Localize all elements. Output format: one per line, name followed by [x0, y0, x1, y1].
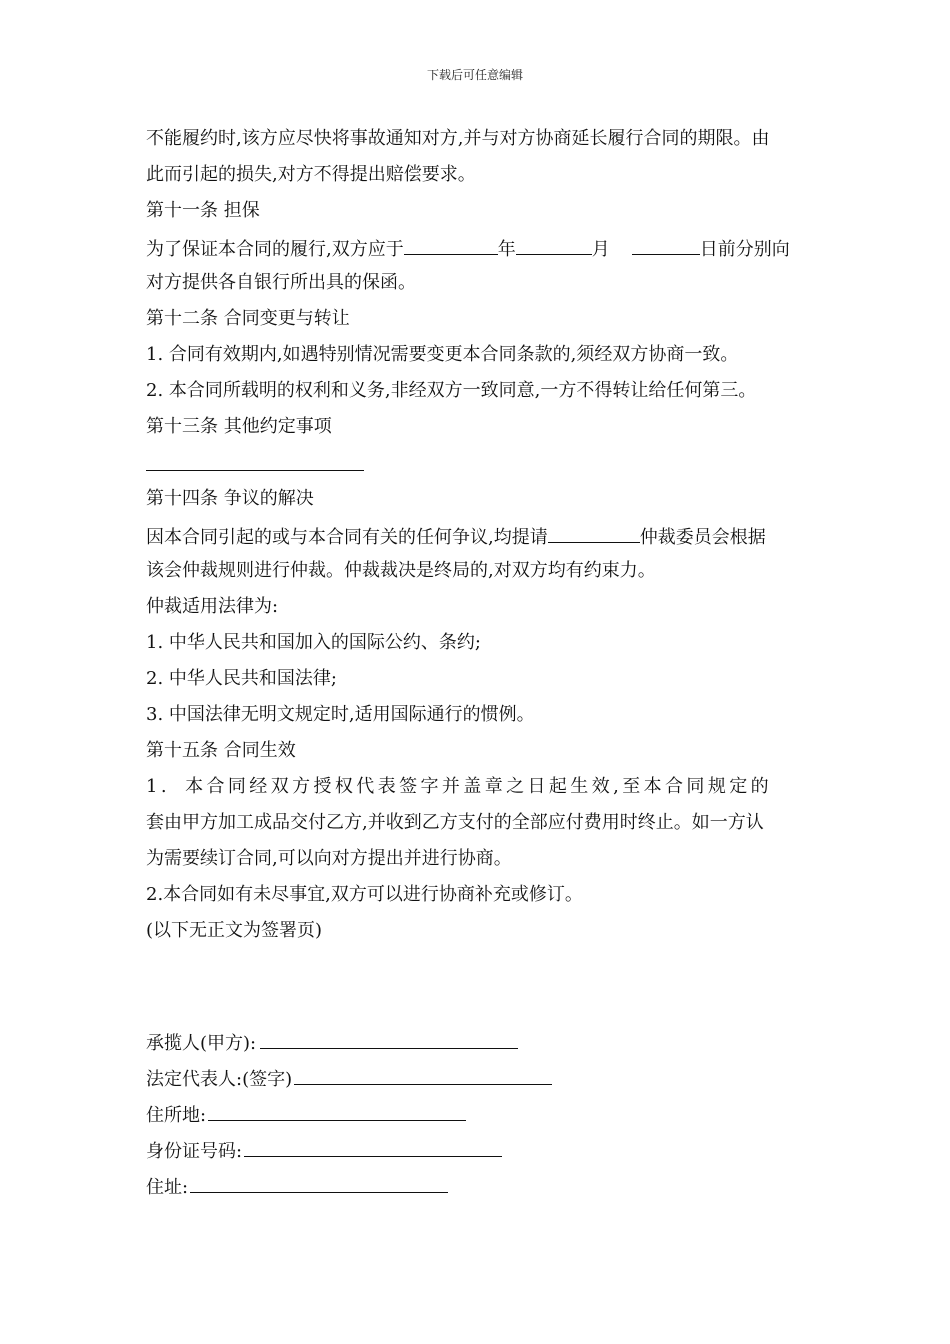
other-terms-blank	[146, 470, 364, 471]
address-label: 住址:	[146, 1177, 189, 1198]
party-a-label: 承揽人(甲方):	[146, 1033, 257, 1054]
paragraph-line: 仲裁适用法律为:	[146, 596, 279, 617]
paragraph-line: 该会仲裁规则进行仲裁。仲裁裁决是终局的,对双方均有约束力。	[146, 560, 656, 581]
guarantee-month: 月	[591, 239, 610, 260]
day-blank	[632, 236, 700, 255]
domicile-blank[interactable]	[208, 1102, 466, 1121]
arbitration-suffix: 仲裁委员会根据	[639, 527, 766, 548]
legal-rep-field	[146, 1066, 552, 1091]
domicile-field	[146, 1102, 466, 1127]
article-14-heading: 第十四条 争议的解决	[146, 488, 314, 509]
domicile-label: 住所地:	[146, 1105, 207, 1126]
party-a-blank[interactable]	[260, 1030, 518, 1049]
list-item: 1. 中华人民共和国加入的国际公约、条约;	[146, 632, 481, 653]
id-number-blank[interactable]	[244, 1138, 502, 1157]
article-13-heading: 第十三条 其他约定事项	[146, 416, 332, 437]
page-header: 下载后可任意编辑	[426, 68, 523, 82]
month-blank	[516, 236, 592, 255]
guarantee-prefix: 为了保证本合同的履行,双方应于	[146, 239, 404, 260]
paragraph-line: 对方提供各自银行所出具的保函。	[146, 272, 416, 293]
article-15-heading: 第十五条 合同生效	[146, 740, 296, 761]
address-blank[interactable]	[190, 1174, 448, 1193]
legal-rep-blank[interactable]	[294, 1066, 552, 1085]
article-12-heading: 第十二条 合同变更与转让	[146, 308, 350, 329]
list-item: 1. 合同有效期内,如遇特别情况需要变更本合同条款的,须经双方协商一致。	[146, 344, 739, 365]
list-item: 2. 本合同所载明的权利和义务,非经双方一致同意,一方不得转让给任何第三。	[146, 380, 757, 401]
paragraph-line: 此而引起的损失,对方不得提出赔偿要求。	[146, 164, 476, 185]
list-item: 1. 本合同经双方授权代表签字并盖章之日起生效,至本合同规定的	[146, 776, 773, 797]
guarantee-suffix: 日前分别向	[699, 239, 790, 260]
party-a-field	[146, 1030, 518, 1055]
article-11-heading: 第十一条 担保	[146, 200, 260, 221]
legal-rep-label: 法定代表人:(签字)	[146, 1069, 293, 1090]
year-blank	[404, 236, 498, 255]
id-number-field	[146, 1138, 502, 1163]
arbitration-prefix: 因本合同引起的或与本合同有关的任何争议,均提请	[146, 527, 548, 548]
paragraph-line: 套由甲方加工成品交付乙方,并收到乙方支付的全部应付费用时终止。如一方认	[146, 812, 764, 833]
arbitration-line	[146, 524, 766, 549]
paragraph-line: 为需要续订合同,可以向对方提出并进行协商。	[146, 848, 512, 869]
arbitration-commission-blank	[548, 524, 640, 543]
guarantee-year: 年	[497, 239, 516, 260]
paragraph-line: 不能履约时,该方应尽快将事故通知对方,并与对方协商延长履行合同的期限。由	[146, 128, 770, 149]
list-item: 2.本合同如有未尽事宜,双方可以进行协商补充或修订。	[146, 884, 583, 905]
signature-page-note: (以下无正文为签署页)	[146, 920, 323, 941]
id-number-label: 身份证号码:	[146, 1141, 243, 1162]
address-field	[146, 1174, 448, 1199]
guarantee-line	[146, 236, 790, 261]
list-item: 2. 中华人民共和国法律;	[146, 668, 337, 689]
list-item: 3. 中国法律无明文规定时,适用国际通行的惯例。	[146, 704, 535, 725]
